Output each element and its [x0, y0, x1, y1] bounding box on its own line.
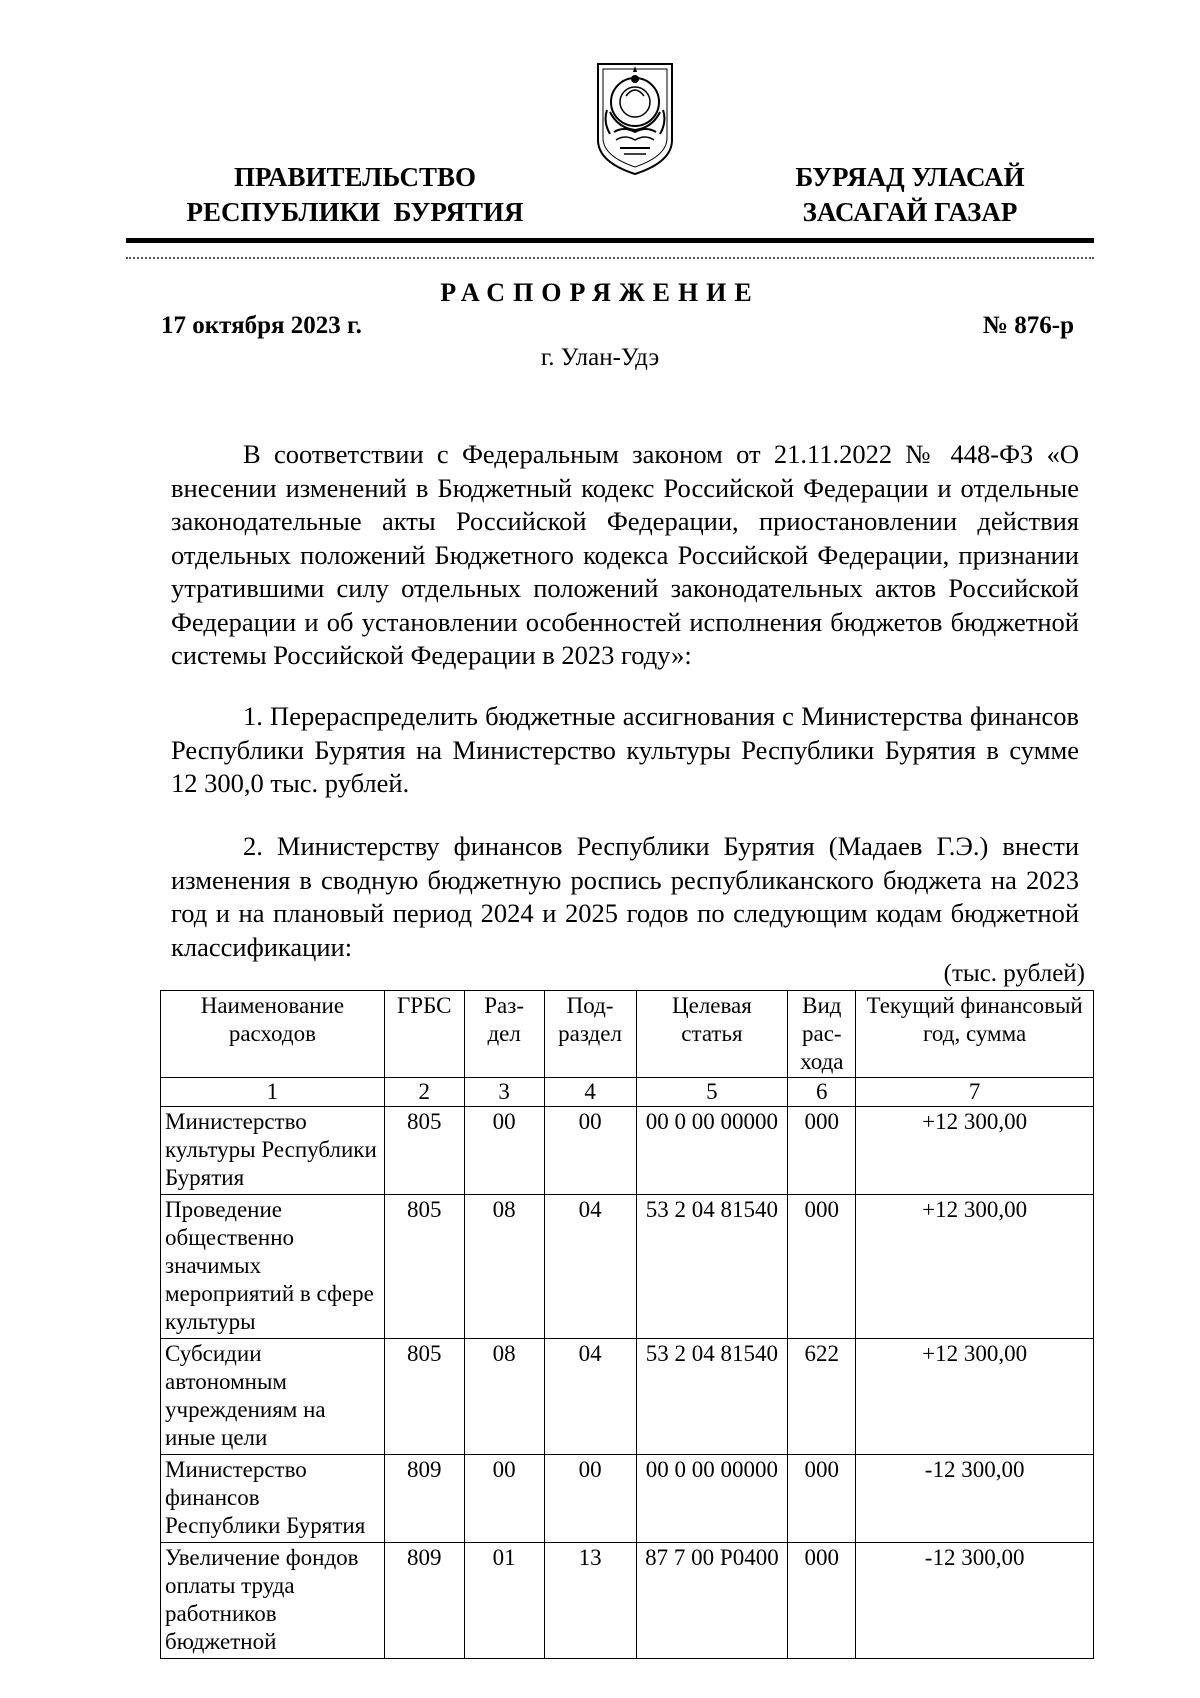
row-grbs: 805	[384, 1195, 464, 1339]
table-column-numbers-row	[161, 1078, 1094, 1107]
col-header-article: Целевая статья	[636, 991, 788, 1078]
row-vid: 622	[788, 1339, 856, 1455]
org-name-buryat-line-1: БУРЯАД УЛАСАЙ	[795, 162, 1025, 192]
document-city: г. Улан-Удэ	[540, 344, 660, 371]
org-name-russian	[160, 160, 550, 230]
row-name: Субсидии автономным учреждениям на иные цели	[161, 1339, 385, 1455]
col-header-razdel: Раз-дел	[464, 991, 544, 1078]
row-sum: +12 300,00	[856, 1107, 1094, 1195]
row-name: Министерство культуры Республики Бурятия	[161, 1107, 385, 1195]
row-vid: 000	[788, 1107, 856, 1195]
row-podrazdel: 00	[544, 1455, 636, 1543]
table-row	[161, 1195, 1094, 1339]
row-razdel: 01	[464, 1543, 544, 1659]
row-grbs: 809	[384, 1543, 464, 1659]
clause-1-paragraph: 1. Перераспределить бюджетные ассигнования с Министерства финансов Республики Бурятия на Министерство культуры Республики Бурятия в сумме 12 300,0 тыс. рублей.	[171, 701, 1079, 798]
coat-of-arms-emblem-icon	[590, 52, 680, 178]
col-number: 2	[384, 1078, 464, 1107]
col-number: 6	[788, 1078, 856, 1107]
document-number: № 876-р	[982, 312, 1074, 339]
col-header-grbs: ГРБС	[384, 991, 464, 1078]
col-number: 3	[464, 1078, 544, 1107]
row-sum: +12 300,00	[856, 1195, 1094, 1339]
row-sum: -12 300,00	[856, 1543, 1094, 1659]
header-divider-thick	[126, 238, 1094, 243]
col-header-vid: Вид рас-хода	[788, 991, 856, 1078]
row-article: 00 0 00 00000	[636, 1107, 788, 1195]
col-number: 4	[544, 1078, 636, 1107]
preamble-paragraph: В соответствии с Федеральным законом от 21.11.2022 № 448-ФЗ «О внесении изменений в Бюджетный кодекс Российской Федерации и отдельные законодательные акты Российской Федерации, приостановлении действия отдельных положений Бюджетного кодекса Российской Федерации, признании утратившими силу отдельных положений законодательных актов Российской Федерации и об установлении особенностей исполнения бюджетов бюджетной системы Российской Федерации в 2023 году»:	[171, 439, 1079, 670]
row-vid: 000	[788, 1543, 856, 1659]
table-row	[161, 1543, 1094, 1659]
row-sum: -12 300,00	[856, 1455, 1094, 1543]
col-number: 1	[161, 1078, 385, 1107]
budget-classification-table	[160, 990, 1094, 1659]
row-article: 87 7 00 Р0400	[636, 1543, 788, 1659]
row-razdel: 08	[464, 1195, 544, 1339]
table-row	[161, 1107, 1094, 1195]
row-grbs: 805	[384, 1107, 464, 1195]
row-article: 53 2 04 81540	[636, 1339, 788, 1455]
row-name: Проведение общественно значимых мероприятий в сфере культуры	[161, 1195, 385, 1339]
table-row	[161, 1455, 1094, 1543]
clause-2-paragraph: 2. Министерству финансов Республики Бурятия (Мадаев Г.Э.) внести изменения в сводную бюджетную роспись республиканского бюджета на 2023 год и на плановый период 2024 и 2025 годов по следующим кодам бюджетной классификации:	[171, 831, 1079, 962]
table-row	[161, 1339, 1094, 1455]
row-sum: +12 300,00	[856, 1339, 1094, 1455]
row-article: 53 2 04 81540	[636, 1195, 788, 1339]
row-name: Увеличение фондов оплаты труда работников бюджетной	[161, 1543, 385, 1659]
col-header-name: Наименование расходов	[161, 991, 385, 1078]
row-name: Министерство финансов Республики Бурятия	[161, 1455, 385, 1543]
row-podrazdel: 04	[544, 1195, 636, 1339]
org-name-russian-line-2: РЕСПУБЛИКИ БУРЯТИЯ	[186, 197, 524, 227]
org-name-buryat	[760, 160, 1060, 230]
row-article: 00 0 00 00000	[636, 1455, 788, 1543]
row-razdel: 00	[464, 1107, 544, 1195]
header-divider-thin	[126, 257, 1094, 259]
org-name-buryat-line-2: ЗАСАГАЙ ГАЗАР	[802, 197, 1018, 227]
row-podrazdel: 00	[544, 1107, 636, 1195]
col-number: 5	[636, 1078, 788, 1107]
col-header-podrazdel: Под-раздел	[544, 991, 636, 1078]
row-vid: 000	[788, 1195, 856, 1339]
col-number: 7	[856, 1078, 1094, 1107]
document-type-title: РАСПОРЯЖЕНИЕ	[440, 278, 760, 307]
table-units-label: (тыс. рублей)	[943, 960, 1085, 987]
row-grbs: 805	[384, 1339, 464, 1455]
col-header-sum: Текущий финансовый год, сумма	[856, 991, 1094, 1078]
row-podrazdel: 04	[544, 1339, 636, 1455]
row-razdel: 00	[464, 1455, 544, 1543]
row-grbs: 809	[384, 1455, 464, 1543]
document-date: 17 октября 2023 г.	[161, 312, 362, 339]
row-razdel: 08	[464, 1339, 544, 1455]
row-vid: 000	[788, 1455, 856, 1543]
table-header-row	[161, 991, 1094, 1078]
row-podrazdel: 13	[544, 1543, 636, 1659]
org-name-russian-line-1: ПРАВИТЕЛЬСТВО	[233, 162, 477, 192]
